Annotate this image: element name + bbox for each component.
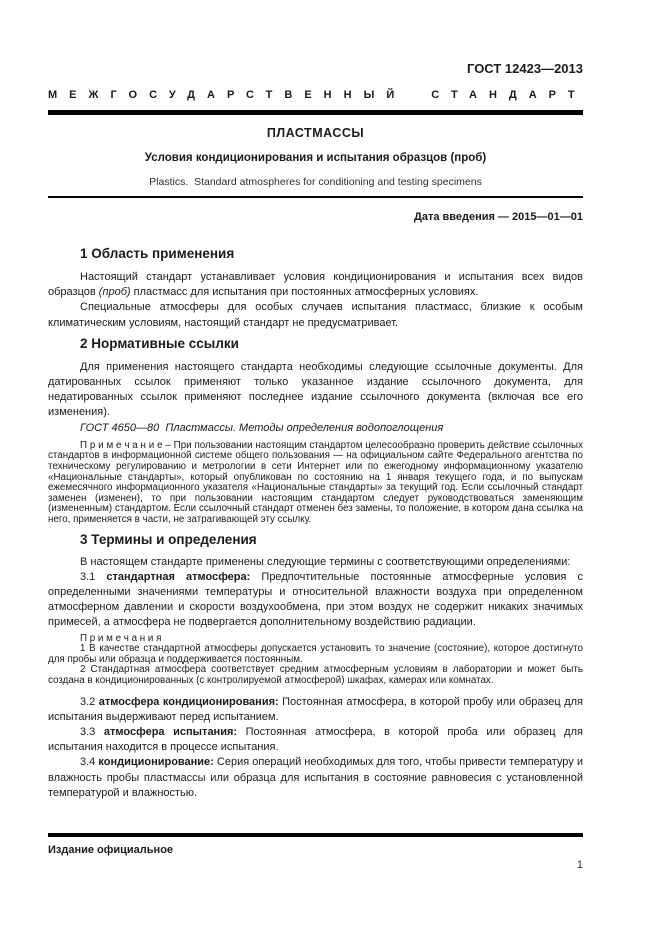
section-2-heading: 2 Нормативные ссылки <box>80 335 239 351</box>
term-definition: Постоянная атмосфера, в которой пробу или образец для испытания выдерживают перед испытанием. <box>48 695 583 723</box>
term-definition: Предпочтительные постоянные атмосферные условия с определенными значениями температуры и относительной влажности воздуха при определенном атмосферном давлении и скорости воздухообмена, при этом воздух не содержит никаких значимых примесей, а атмосфера не подвергается дополнительному воздействию радиации. <box>48 570 583 629</box>
term-3-4 <box>48 755 583 801</box>
paragraph-text: Настоящий стандарт устанавливает условия кондиционирования и испытания всех видов образцов <box>48 271 583 299</box>
document-subtitle-ru: Условия кондиционирования и испытания образцов (проб) <box>144 152 487 164</box>
term-3-2 <box>48 695 583 725</box>
notes-label: П р и м е ч а н и я <box>80 632 162 644</box>
section-3-intro: В настоящем стандарте применены следующие термины с соответствующими определениями: <box>80 555 571 568</box>
term-3-3 <box>48 725 583 755</box>
term-name: атмосфера кондиционирования: <box>98 695 279 708</box>
term-3-1 <box>48 570 583 631</box>
term-number: 3.2 <box>80 695 99 708</box>
standard-type-banner: МЕЖГОСУДАРСТВЕННЫЙ СТАНДАРТ <box>48 89 587 101</box>
document-title: ПЛАСТМАССЫ <box>266 126 365 140</box>
edition-label: Издание официальное <box>48 844 174 856</box>
term-definition: Серия операций необходимых для того, чтобы привести температуру и влажность пробы пластмассы или образца для испытания в состояние равновесия с установленной температурой и влажностью. <box>48 756 583 799</box>
paragraph-italic-text: (проб) <box>98 286 131 299</box>
term-number: 3.1 <box>80 570 107 583</box>
term-name: атмосфера испытания: <box>103 725 238 738</box>
document-subtitle-en: Plastics. Standard atmospheres for conditioning and testing specimens <box>149 176 482 188</box>
footer-rule <box>48 833 583 837</box>
paragraph-text: пластмасс для испытания при постоянных атмосферных условиях. <box>130 286 479 299</box>
gost-number: ГОСТ 12423—2013 <box>467 61 583 76</box>
normative-reference: ГОСТ 4650—80 Пластмассы. Методы определения водопоглощения <box>80 421 444 434</box>
header-rule <box>48 110 583 115</box>
effective-date: Дата введения — 2015—01—01 <box>414 211 583 223</box>
section-3-note-2: 2 Стандартная атмосфера соответствует средним атмосферным условиям в лаборатории и может быть создана в кондиционированных (с контролируемой атмосферой) шкафах, камерах или комнатах. <box>48 664 583 686</box>
title-rule <box>48 196 583 198</box>
page-number: 1 <box>576 859 583 871</box>
section-1-heading: 1 Область применения <box>80 246 235 261</box>
section-2-note: П р и м е ч а н и е – При пользовании настоящим стандартом целесообразно проверить действие ссылочных стандартов в информационной системе общего пользования — на официальном сайте Федерального агентства по техническому регулированию и метрологии в сети Интернет или по ежегодному информационному указателю «Национальные стандарты», который опубликован по состоянию на 1 января текущего года, и по выпускам ежемесячного информационного указателя «Национальные стандарты» за текущий год. Если ссылочный стандарт заменен (изменен), то при пользовании настоящим стандартом следует руководствоваться заменяющим (измененным) стандартом. Если ссылочный стандарт отменен без замены, то положение, в котором дана ссылка на него, применяется в части, не затрагивающей эту ссылку. <box>48 439 583 525</box>
term-definition: Постоянная атмосфера, в которой проба или образец для испытания находится в процессе испытания. <box>48 725 583 754</box>
term-name: кондиционирование: <box>98 756 214 769</box>
term-name: стандартная атмосфера: <box>106 570 251 583</box>
term-number: 3.4 <box>80 756 99 769</box>
section-1-paragraph-2: Специальные атмосферы для особых случаев испытания пластмасс, близкие к особым климатическим условиям, настоящий стандарт не предусматривает. <box>48 301 583 329</box>
page-content <box>48 0 587 801</box>
term-number: 3.3 <box>80 725 104 738</box>
section-3-note-1: 1 В качестве стандартной атмосферы допускается установить то значение (состояние), которое достигнуто для пробы или образца и поддерживается постоянным. <box>48 643 583 665</box>
section-2-paragraph-1: Для применения настоящего стандарта необходимы следующие ссылочные документы. Для датированных ссылок применяют только указанное издание ссылочного документа, для недатированных ссылок применяют последнее издание ссылочного документа (включая все его изменения). <box>48 360 583 419</box>
section-1-paragraph-1 <box>48 270 583 300</box>
section-3-heading: 3 Термины и определения <box>80 531 257 547</box>
